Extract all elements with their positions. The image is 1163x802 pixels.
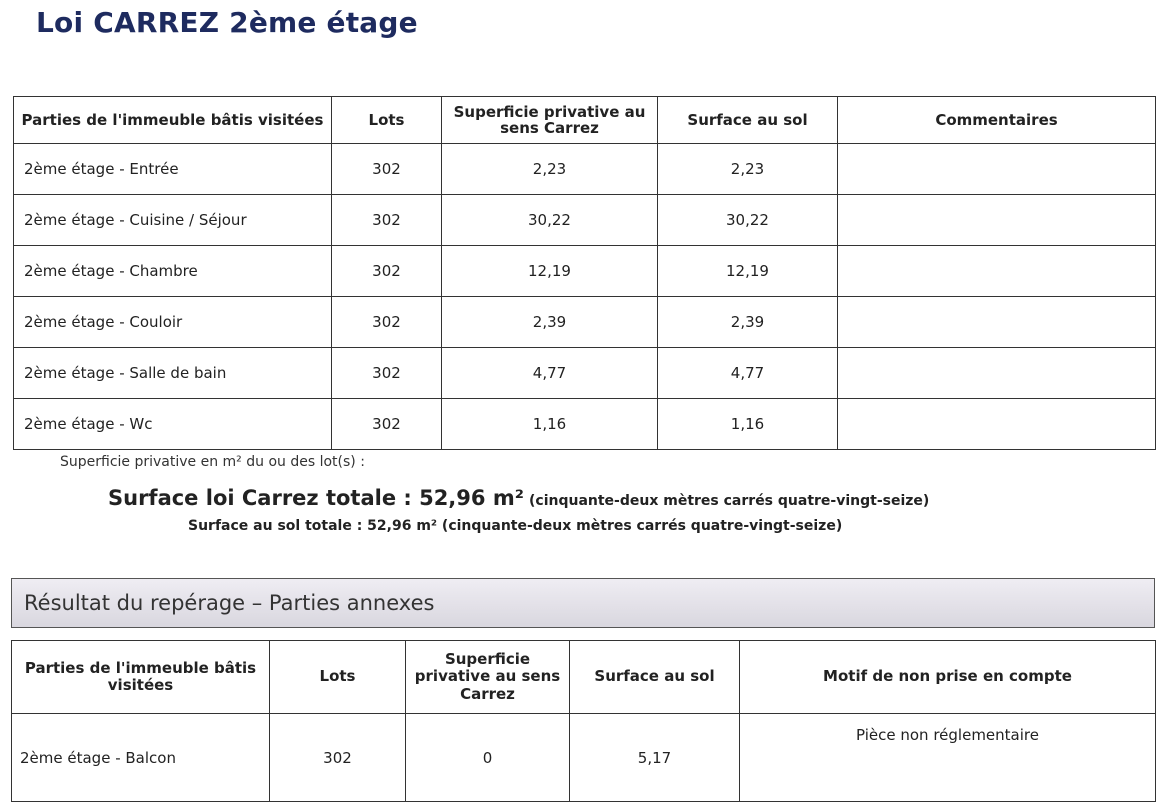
table-row xyxy=(14,246,1156,297)
cell-partie: 2ème étage - Entrée xyxy=(14,144,332,195)
header-surface-sol: Surface au sol xyxy=(570,641,740,714)
cell-lot: 302 xyxy=(332,195,442,246)
cell-lot: 302 xyxy=(332,348,442,399)
cell-partie: 2ème étage - Wc xyxy=(14,399,332,450)
cell-carrez: 2,39 xyxy=(442,297,658,348)
cell-partie: 2ème étage - Couloir xyxy=(14,297,332,348)
cell-lot: 302 xyxy=(332,297,442,348)
page-title: Loi CARREZ 2ème étage xyxy=(36,6,418,39)
header-parties: Parties de l'immeuble bâtis visitées xyxy=(12,641,270,714)
carrez-total xyxy=(108,486,929,510)
cell-sol: 2,39 xyxy=(658,297,838,348)
carrez-total-label: Surface loi Carrez totale : 52,96 m² xyxy=(108,486,524,510)
annexes-heading: Résultat du repérage – Parties annexes xyxy=(24,591,435,615)
table-row xyxy=(14,144,1156,195)
table-row xyxy=(14,297,1156,348)
header-superficie-carrez: Superficie privative au sens Carrez xyxy=(442,97,658,144)
carrez-total-words: (cinquante-deux mètres carrés quatre-vingt-seize) xyxy=(529,493,930,509)
cell-partie: 2ème étage - Balcon xyxy=(12,714,270,802)
cell-sol: 5,17 xyxy=(570,714,740,802)
header-lots: Lots xyxy=(332,97,442,144)
cell-partie: 2ème étage - Salle de bain xyxy=(14,348,332,399)
cell-commentaire xyxy=(838,399,1156,450)
cell-motif: Pièce non réglementaire xyxy=(740,714,1156,802)
table-header-row xyxy=(12,641,1156,714)
cell-sol: 4,77 xyxy=(658,348,838,399)
cell-carrez: 1,16 xyxy=(442,399,658,450)
cell-sol: 2,23 xyxy=(658,144,838,195)
cell-commentaire xyxy=(838,297,1156,348)
sol-total: Surface au sol totale : 52,96 m² (cinquante-deux mètres carrés quatre-vingt-seize) xyxy=(188,518,843,534)
cell-lot: 302 xyxy=(332,144,442,195)
cell-lot: 302 xyxy=(270,714,406,802)
cell-carrez: 30,22 xyxy=(442,195,658,246)
cell-commentaire xyxy=(838,348,1156,399)
table-row xyxy=(12,714,1156,802)
table-row xyxy=(14,195,1156,246)
annexes-section-banner xyxy=(11,578,1155,628)
cell-commentaire xyxy=(838,144,1156,195)
cell-sol: 30,22 xyxy=(658,195,838,246)
header-commentaires: Commentaires xyxy=(838,97,1156,144)
cell-sol: 1,16 xyxy=(658,399,838,450)
table-row xyxy=(14,348,1156,399)
cell-partie: 2ème étage - Chambre xyxy=(14,246,332,297)
cell-carrez: 2,23 xyxy=(442,144,658,195)
carrez-table xyxy=(13,96,1156,450)
table-header-row xyxy=(14,97,1156,144)
cell-sol: 12,19 xyxy=(658,246,838,297)
cell-lot: 302 xyxy=(332,246,442,297)
header-surface-sol: Surface au sol xyxy=(658,97,838,144)
header-motif: Motif de non prise en compte xyxy=(740,641,1156,714)
cell-carrez: 12,19 xyxy=(442,246,658,297)
cell-carrez: 0 xyxy=(406,714,570,802)
header-lots: Lots xyxy=(270,641,406,714)
cell-commentaire xyxy=(838,246,1156,297)
annexes-table xyxy=(11,640,1156,802)
header-parties: Parties de l'immeuble bâtis visitées xyxy=(14,97,332,144)
header-superficie-carrez: Superficie privative au sens Carrez xyxy=(406,641,570,714)
cell-carrez: 4,77 xyxy=(442,348,658,399)
cell-commentaire xyxy=(838,195,1156,246)
table-row xyxy=(14,399,1156,450)
superficie-note: Superficie privative en m² du ou des lot(s) : xyxy=(60,454,365,470)
cell-partie: 2ème étage - Cuisine / Séjour xyxy=(14,195,332,246)
cell-lot: 302 xyxy=(332,399,442,450)
